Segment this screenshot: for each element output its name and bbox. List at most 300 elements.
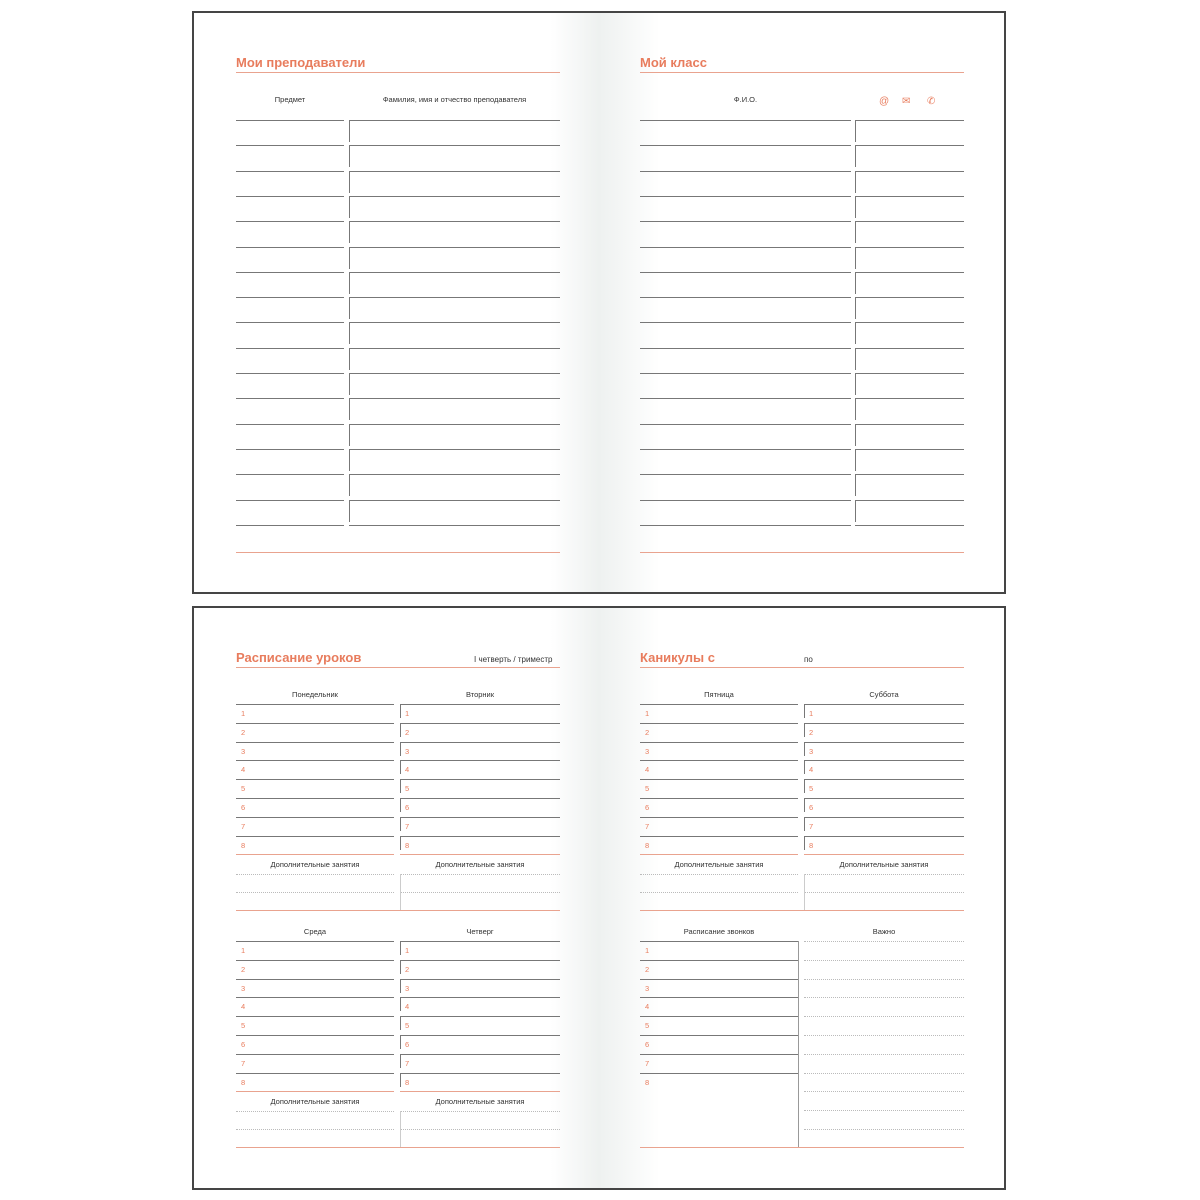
row-divider (400, 1054, 401, 1068)
lesson-line (400, 1035, 560, 1036)
row-divider (855, 449, 856, 471)
extra-header: Дополнительные занятия (674, 860, 764, 869)
lesson-number: 4 (241, 1002, 246, 1011)
extra-line (236, 874, 394, 875)
section-rule (236, 1147, 560, 1148)
lesson-line (236, 1054, 394, 1055)
lesson-line (236, 979, 394, 980)
row-divider (400, 960, 401, 974)
bells-header: Расписание звонков (683, 927, 755, 936)
bell-number: 4 (645, 1002, 650, 1011)
bell-line (640, 1054, 798, 1055)
important-line (804, 997, 964, 998)
contact-line (855, 424, 964, 425)
row-divider (855, 221, 856, 243)
lesson-line (400, 742, 560, 743)
important-line (804, 1054, 964, 1055)
title-rule (236, 72, 560, 73)
fio-line (640, 221, 851, 222)
bottom-spread (192, 606, 1006, 1190)
lesson-number: 4 (405, 765, 410, 774)
lesson-number: 1 (405, 946, 410, 955)
fio-line (640, 322, 851, 323)
important-line (804, 979, 964, 980)
lesson-number: 3 (405, 984, 410, 993)
row-divider (400, 704, 401, 718)
fio-line (640, 348, 851, 349)
row-divider (400, 1073, 401, 1087)
extra-divider (400, 1111, 401, 1147)
bell-number: 7 (645, 1059, 650, 1068)
contact-line (855, 348, 964, 349)
lesson-line (236, 723, 394, 724)
subject-line (236, 525, 344, 526)
row-divider (349, 272, 350, 294)
fio-line (640, 196, 851, 197)
day-header-wednesday: Среда (303, 927, 327, 936)
lesson-number: 6 (241, 803, 246, 812)
lesson-number: 1 (645, 709, 650, 718)
row-divider (349, 145, 350, 167)
lesson-number: 7 (241, 1059, 246, 1068)
name-line (349, 120, 560, 121)
subject-line (236, 221, 344, 222)
row-divider (855, 373, 856, 395)
row-divider (400, 742, 401, 756)
lesson-line (236, 742, 394, 743)
lesson-number: 5 (241, 784, 246, 793)
name-line (349, 272, 560, 273)
row-divider (400, 997, 401, 1011)
lesson-line (400, 798, 560, 799)
day-header-tuesday: Вторник (465, 690, 495, 699)
lesson-line (400, 1073, 560, 1074)
name-line (349, 171, 560, 172)
row-divider (349, 297, 350, 319)
name-line (349, 398, 560, 399)
lesson-line (400, 836, 560, 837)
page-title: Расписание уроков (236, 650, 362, 665)
name-line (349, 474, 560, 475)
extra-line (236, 1129, 394, 1130)
subject-line (236, 348, 344, 349)
lesson-number: 5 (405, 784, 410, 793)
day-header-monday: Понедельник (292, 690, 338, 699)
lesson-number: 7 (645, 822, 650, 831)
section-rule (640, 910, 964, 911)
lesson-number: 8 (809, 841, 814, 850)
lesson-line (236, 960, 394, 961)
bell-number: 2 (645, 965, 650, 974)
row-divider (855, 120, 856, 142)
lesson-number: 6 (405, 1040, 410, 1049)
row-divider (855, 322, 856, 344)
schedule-page (194, 608, 599, 1188)
subject-line (236, 373, 344, 374)
row-divider (400, 941, 401, 955)
row-divider (855, 145, 856, 167)
subject-line (236, 120, 344, 121)
holidays-page (599, 608, 1004, 1188)
lesson-line (804, 779, 964, 780)
top-spread (192, 11, 1006, 594)
important-line (804, 1016, 964, 1017)
extra-header: Дополнительные занятия (839, 860, 929, 869)
contact-line (855, 272, 964, 273)
bell-number: 6 (645, 1040, 650, 1049)
extra-line (400, 1111, 560, 1112)
contact-line (855, 449, 964, 450)
lesson-number: 2 (405, 728, 410, 737)
lesson-line (804, 723, 964, 724)
name-line (349, 525, 560, 526)
subject-line (236, 424, 344, 425)
lesson-number: 6 (645, 803, 650, 812)
contact-line (855, 398, 964, 399)
phone-icon: ✆ (927, 96, 936, 107)
block-end-rule (400, 854, 560, 855)
term-label: I четверть / триместр (474, 655, 553, 664)
lesson-number: 5 (241, 1021, 246, 1030)
row-divider (400, 979, 401, 993)
block-end-rule (236, 854, 394, 855)
lesson-number: 5 (809, 784, 814, 793)
bell-number: 1 (645, 946, 650, 955)
bottom-rule (640, 552, 964, 553)
row-divider (400, 779, 401, 793)
teachers-page (194, 13, 599, 592)
lesson-line (400, 760, 560, 761)
lesson-number: 7 (809, 822, 814, 831)
extra-header: Дополнительные занятия (435, 860, 525, 869)
fio-line (640, 525, 851, 526)
subject-line (236, 247, 344, 248)
lesson-line (640, 836, 798, 837)
row-divider (400, 1035, 401, 1049)
lesson-line (236, 779, 394, 780)
lesson-number: 3 (809, 747, 814, 756)
block-end-rule (400, 1091, 560, 1092)
lesson-number: 3 (241, 747, 246, 756)
lesson-number: 3 (405, 747, 410, 756)
important-line (804, 960, 964, 961)
lesson-number: 8 (645, 841, 650, 850)
lesson-number: 1 (405, 709, 410, 718)
lesson-number: 3 (241, 984, 246, 993)
lesson-line (640, 817, 798, 818)
row-divider (400, 1016, 401, 1030)
name-line (349, 449, 560, 450)
lesson-line (640, 779, 798, 780)
lesson-line (236, 997, 394, 998)
extra-line (400, 1129, 560, 1130)
name-line (349, 373, 560, 374)
fio-line (640, 398, 851, 399)
title-rule (640, 72, 964, 73)
row-divider (349, 398, 350, 420)
name-line (349, 221, 560, 222)
subject-line (236, 272, 344, 273)
lesson-line (400, 704, 560, 705)
row-divider (349, 221, 350, 243)
lesson-number: 5 (645, 784, 650, 793)
row-divider (349, 247, 350, 269)
row-divider (349, 373, 350, 395)
lesson-line (400, 1054, 560, 1055)
bell-number: 5 (645, 1021, 650, 1030)
contact-line (855, 500, 964, 501)
block-end-rule (236, 1091, 394, 1092)
extra-line (400, 874, 560, 875)
lesson-line (640, 704, 798, 705)
lesson-line (400, 960, 560, 961)
important-line (804, 1073, 964, 1074)
contact-line (855, 171, 964, 172)
contact-line (855, 474, 964, 475)
page-title: Каникулы с (640, 650, 715, 665)
fio-line (640, 247, 851, 248)
row-divider (349, 322, 350, 344)
bell-line (640, 1035, 798, 1036)
lesson-number: 1 (809, 709, 814, 718)
lesson-line (640, 742, 798, 743)
fio-line (640, 272, 851, 273)
lesson-number: 2 (241, 965, 246, 974)
lesson-number: 2 (809, 728, 814, 737)
lesson-line (400, 1016, 560, 1017)
lesson-number: 7 (405, 1059, 410, 1068)
important-header: Важно (872, 927, 896, 936)
lesson-line (640, 723, 798, 724)
lesson-line (236, 1073, 394, 1074)
row-divider (400, 836, 401, 850)
row-divider (349, 500, 350, 522)
row-divider (400, 817, 401, 831)
bell-line (640, 1073, 798, 1074)
subject-line (236, 398, 344, 399)
class-page (599, 13, 1004, 592)
extra-line (640, 892, 798, 893)
row-divider (855, 196, 856, 218)
extra-divider (400, 874, 401, 910)
lesson-line (400, 817, 560, 818)
section-rule (236, 910, 560, 911)
subject-line (236, 196, 344, 197)
lesson-line (236, 760, 394, 761)
lesson-number: 4 (645, 765, 650, 774)
fio-line (640, 171, 851, 172)
row-divider (349, 196, 350, 218)
row-divider (400, 798, 401, 812)
row-divider (855, 424, 856, 446)
row-divider (804, 798, 805, 812)
lesson-line (236, 836, 394, 837)
subject-line (236, 322, 344, 323)
day-header-friday: Пятница (704, 690, 734, 699)
lesson-number: 2 (241, 728, 246, 737)
lesson-line (804, 760, 964, 761)
subject-line (236, 297, 344, 298)
lesson-line (236, 1035, 394, 1036)
name-line (349, 297, 560, 298)
row-divider (400, 760, 401, 774)
bell-line (640, 941, 798, 942)
row-divider (804, 760, 805, 774)
row-divider (804, 817, 805, 831)
lesson-line (400, 779, 560, 780)
fio-line (640, 500, 851, 501)
lesson-line (804, 704, 964, 705)
extra-line (236, 1111, 394, 1112)
title-rule (236, 667, 560, 668)
lesson-number: 6 (405, 803, 410, 812)
name-line (349, 348, 560, 349)
lesson-line (400, 997, 560, 998)
lesson-line (400, 941, 560, 942)
title-rule (640, 667, 964, 668)
lesson-number: 8 (405, 841, 410, 850)
lesson-line (640, 760, 798, 761)
subject-line (236, 171, 344, 172)
name-line (349, 196, 560, 197)
subject-line (236, 474, 344, 475)
contact-line (855, 247, 964, 248)
lesson-line (804, 817, 964, 818)
bell-line (640, 960, 798, 961)
lesson-line (236, 704, 394, 705)
row-divider (349, 171, 350, 193)
contact-line (855, 145, 964, 146)
day-header-saturday: Суббота (869, 690, 899, 699)
lesson-number: 8 (405, 1078, 410, 1087)
lesson-line (236, 798, 394, 799)
lesson-number: 7 (405, 822, 410, 831)
extra-divider (804, 874, 805, 910)
row-divider (349, 348, 350, 370)
name-line (349, 500, 560, 501)
lesson-number: 1 (241, 946, 246, 955)
important-line (804, 1129, 964, 1130)
contact-line (855, 373, 964, 374)
envelope-icon: ✉ (902, 96, 911, 107)
row-divider (855, 297, 856, 319)
section-rule (640, 1147, 964, 1148)
lesson-number: 2 (645, 728, 650, 737)
lesson-number: 4 (405, 1002, 410, 1011)
to-label: по (804, 655, 813, 664)
at-icon: @ (879, 96, 890, 107)
fio-line (640, 120, 851, 121)
bell-line (640, 997, 798, 998)
extra-line (804, 874, 964, 875)
fio-line (640, 145, 851, 146)
important-line (804, 1035, 964, 1036)
bottom-rule (236, 552, 560, 553)
lesson-number: 6 (809, 803, 814, 812)
fio-line (640, 424, 851, 425)
fio-line (640, 474, 851, 475)
bell-number: 8 (645, 1078, 650, 1087)
page-title: Мой класс (640, 55, 707, 70)
lesson-number: 1 (241, 709, 246, 718)
bell-line (640, 979, 798, 980)
row-divider (349, 449, 350, 471)
row-divider (349, 474, 350, 496)
row-divider (855, 474, 856, 496)
day-header-thursday: Четверг (466, 927, 494, 936)
lesson-number: 8 (241, 841, 246, 850)
bells-divider (798, 941, 799, 1147)
fio-line (640, 373, 851, 374)
row-divider (855, 348, 856, 370)
subject-line (236, 449, 344, 450)
lesson-line (236, 817, 394, 818)
lesson-number: 8 (241, 1078, 246, 1087)
fio-line (640, 449, 851, 450)
row-divider (855, 247, 856, 269)
row-divider (855, 398, 856, 420)
important-line (804, 941, 964, 942)
row-divider (855, 272, 856, 294)
col-name-header: Фамилия, имя и отчество преподавателя (382, 95, 527, 104)
subject-line (236, 145, 344, 146)
name-line (349, 322, 560, 323)
row-divider (349, 120, 350, 142)
lesson-number: 4 (809, 765, 814, 774)
extra-line (236, 892, 394, 893)
row-divider (804, 779, 805, 793)
row-divider (400, 723, 401, 737)
row-divider (855, 171, 856, 193)
row-divider (804, 742, 805, 756)
contact-line (855, 221, 964, 222)
fio-line (640, 297, 851, 298)
contact-line (855, 297, 964, 298)
contact-line (855, 120, 964, 121)
row-divider (804, 704, 805, 718)
block-end-rule (640, 854, 798, 855)
name-line (349, 424, 560, 425)
bell-line (640, 1016, 798, 1017)
extra-header: Дополнительные занятия (435, 1097, 525, 1106)
row-divider (349, 424, 350, 446)
name-line (349, 247, 560, 248)
row-divider (804, 723, 805, 737)
lesson-line (804, 798, 964, 799)
important-line (804, 1091, 964, 1092)
lesson-line (236, 941, 394, 942)
important-line (804, 1110, 964, 1111)
lesson-number: 7 (241, 822, 246, 831)
row-divider (804, 836, 805, 850)
lesson-number: 4 (241, 765, 246, 774)
lesson-number: 5 (405, 1021, 410, 1030)
lesson-number: 6 (241, 1040, 246, 1049)
lesson-line (804, 836, 964, 837)
contact-line (855, 196, 964, 197)
lesson-number: 3 (645, 747, 650, 756)
page-title: Мои преподаватели (236, 55, 366, 70)
extra-header: Дополнительные занятия (270, 1097, 360, 1106)
block-end-rule (804, 854, 964, 855)
col-subject-header: Предмет (274, 95, 306, 104)
extra-header: Дополнительные занятия (270, 860, 360, 869)
name-line (349, 145, 560, 146)
col-fio-header: Ф.И.О. (733, 95, 758, 104)
contact-line (855, 525, 964, 526)
lesson-line (804, 742, 964, 743)
bell-number: 3 (645, 984, 650, 993)
